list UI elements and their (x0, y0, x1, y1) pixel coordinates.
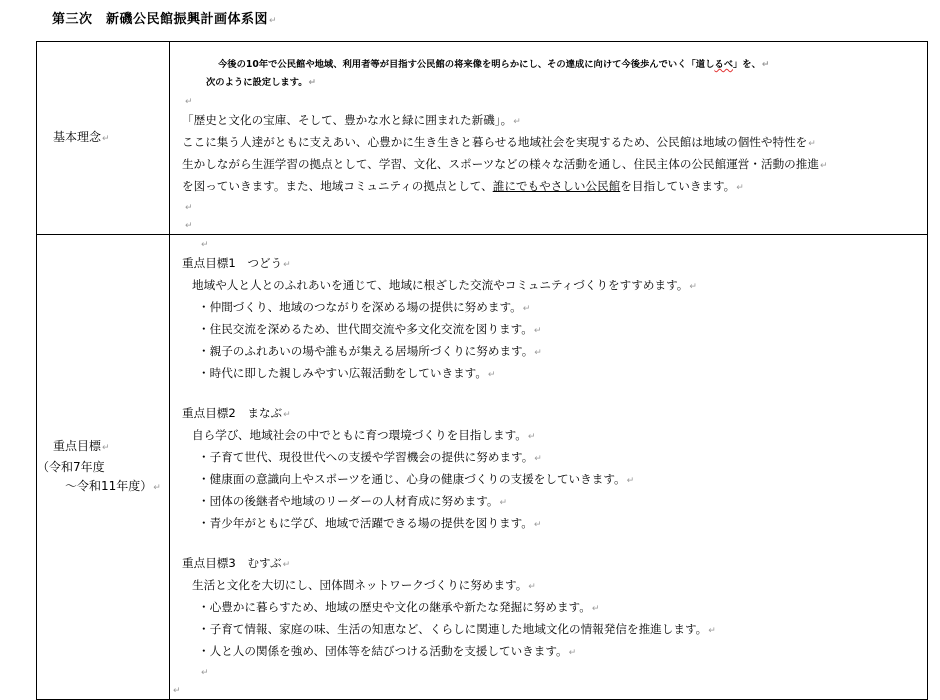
paragraph-mark-icon: ↵ (499, 498, 508, 508)
goals-content-cell (170, 235, 928, 700)
basic-intro-line2 (170, 74, 927, 92)
intro-text-squiggle: るべ (714, 59, 733, 70)
paragraph-mark-icon: ↵ (761, 60, 770, 70)
basic-body-line1 (170, 132, 927, 154)
body-text-1: ここに集う人達がともに支えあい、心豊かに生き生きと暮らせる地域社会を実現するため、公民館は地域の個性や特性を (182, 135, 808, 149)
goal-item-text: ・子育て世代、現役世代への支援や学習機会の提供に努めます。 (198, 450, 534, 464)
goal-block-1 (170, 253, 927, 385)
goal-description-text: 生活と文化を大切にし、団体間ネットワークづくりに努めます。 (192, 578, 528, 592)
goal-item-text: ・人と人の関係を強め、団体等を結びつける活動を支援していきます。 (198, 644, 568, 658)
goal-description-text: 地域や人と人とのふれあいを通じて、地域に根ざした交流やコミュニティづくりをすすめます。 (192, 278, 689, 292)
paragraph-mark-icon: ↵ (534, 454, 542, 464)
goal-item (170, 447, 927, 469)
goals-label-text1: 重点目標 (53, 438, 102, 453)
blank-line (170, 92, 927, 110)
paragraph-mark-icon: ↵ (513, 117, 521, 127)
goal-item-text: ・親子のふれあいの場や誰もが集える居場所づくりに努めます。 (198, 344, 534, 358)
goal-heading-text: 重点目標1 つどう (182, 256, 283, 270)
blank-line (170, 663, 927, 681)
blank-line (170, 235, 927, 253)
paragraph-mark-icon: ↵ (173, 686, 181, 696)
goal-item-text: ・時代に即した親しみやすい広報活動をしていきます。 (198, 366, 487, 380)
goal-item-text: ・青少年がともに学び、地域で活躍できる場の提供を図ります。 (198, 516, 533, 530)
goal-heading (170, 553, 927, 575)
goals-label-cell (37, 235, 170, 700)
paragraph-mark-icon: ↵ (185, 221, 193, 231)
goal-heading-text: 重点目標3 むすぶ (182, 556, 282, 570)
paragraph-mark-icon: ↵ (591, 604, 600, 614)
paragraph-mark-icon: ↵ (522, 304, 531, 314)
blank-line (170, 385, 927, 403)
goal-item (170, 319, 927, 341)
goals-label-text3: 〜令和11年度） (65, 478, 153, 493)
basic-label (37, 128, 169, 149)
intro-text-c: 次のように設定します。 (206, 77, 308, 88)
goal-item-text: ・住民交流を深めるため、世代間交流や多文化交流を図ります。 (198, 322, 533, 336)
intro-text-b: 」を、 (733, 59, 761, 70)
goal-item-text: ・団体の後継者や地域のリーダーの人材育成に努めます。 (198, 494, 499, 508)
document-title-text: 第三次 新磯公民館振興計画体系図 (52, 12, 269, 27)
goal-item-text: ・仲間づくり、地域のつながりを深める場の提供に努めます。 (198, 300, 522, 314)
paragraph-mark-icon: ↵ (736, 183, 744, 193)
blank-line (170, 681, 927, 699)
blank-line (170, 535, 927, 553)
paragraph-mark-icon: ↵ (689, 282, 697, 292)
goal-heading (170, 253, 927, 275)
goals-label-line3 (37, 477, 169, 498)
basic-label-cell (37, 42, 170, 235)
body-text-3b: を目指していきます。 (620, 179, 736, 193)
goal-item (170, 619, 927, 641)
goal-item (170, 513, 927, 535)
goal-description-text: 自ら学び、地域社会の中でともに育つ環境づくりを目指します。 (192, 428, 527, 442)
basic-intro-line1 (170, 42, 927, 74)
paragraph-mark-icon: ↵ (626, 476, 635, 486)
paragraph-mark-icon: ↵ (533, 326, 542, 336)
paragraph-mark-icon: ↵ (269, 16, 278, 26)
body-text-2: 生かしながら生涯学習の拠点として、学習、文化、スポーツなどの様々な活動を通し、住民主体の公民館運営・活動の推進 (182, 157, 819, 171)
goal-heading (170, 403, 927, 425)
paragraph-mark-icon: ↵ (283, 410, 291, 420)
goal-item (170, 341, 927, 363)
basic-content-cell (170, 42, 928, 235)
basic-body-line2 (170, 154, 927, 176)
goal-item (170, 363, 927, 385)
goal-description (170, 425, 927, 447)
paragraph-mark-icon: ↵ (533, 520, 542, 530)
goal-block-3 (170, 553, 927, 663)
paragraph-mark-icon: ↵ (282, 560, 291, 570)
paragraph-mark-icon: ↵ (528, 582, 536, 592)
goal-item-text: ・子育て情報、家庭の味、生活の知恵など、くらしに関連した地域文化の情報発信を推進します。 (198, 622, 708, 636)
document-title (52, 8, 277, 27)
paragraph-mark-icon: ↵ (487, 370, 496, 380)
goal-item (170, 597, 927, 619)
goal-block-2 (170, 403, 927, 535)
paragraph-mark-icon: ↵ (568, 648, 577, 658)
paragraph-mark-icon: ↵ (308, 78, 317, 88)
basic-slogan (170, 110, 927, 132)
goal-description (170, 575, 927, 597)
paragraph-mark-icon: ↵ (708, 626, 716, 636)
blank-line (170, 216, 927, 234)
blank-line (170, 198, 927, 216)
body-text-3-underlined: 誰にでもやさしい公民館 (492, 179, 621, 193)
basic-label-text: 基本理念 (53, 129, 102, 144)
paragraph-mark-icon: ↵ (808, 139, 816, 149)
goals-label-line2 (37, 458, 169, 477)
basic-row (37, 42, 928, 235)
goal-heading-text: 重点目標2 まなぶ (182, 406, 283, 420)
slogan-text: 「歴史と文化の宝庫、そして、豊かな水と緑に囲まれた新磯」。 (182, 113, 513, 127)
paragraph-mark-icon: ↵ (153, 482, 161, 493)
paragraph-mark-icon: ↵ (534, 348, 542, 358)
framework-table (36, 41, 928, 700)
paragraph-mark-icon: ↵ (201, 240, 209, 250)
goal-item (170, 469, 927, 491)
paragraph-mark-icon: ↵ (185, 97, 193, 107)
paragraph-mark-icon: ↵ (185, 203, 193, 213)
goal-item-text: ・心豊かに暮らすため、地域の歴史や文化の継承や新たな発掘に努めます。 (198, 600, 591, 614)
paragraph-mark-icon: ↵ (102, 133, 110, 144)
goals-label-line1 (37, 437, 169, 458)
paragraph-mark-icon: ↵ (819, 161, 828, 171)
goal-item (170, 641, 927, 663)
body-text-3a: を図っていきます。また、地域コミュニティの拠点として、 (182, 179, 493, 193)
paragraph-mark-icon: ↵ (527, 432, 536, 442)
paragraph-mark-icon: ↵ (283, 260, 291, 270)
paragraph-mark-icon: ↵ (102, 442, 110, 453)
goal-item-text: ・健康面の意識向上やスポーツを通じ、心身の健康づくりの支援をしていきます。 (198, 472, 626, 486)
goals-label-text2: （令和7年度 (37, 459, 105, 474)
goal-description (170, 275, 927, 297)
paragraph-mark-icon: ↵ (201, 668, 209, 678)
goal-item (170, 491, 927, 513)
goal-item (170, 297, 927, 319)
basic-body-line3 (170, 176, 927, 198)
goals-row (37, 235, 928, 700)
intro-text-a: 今後の10年で公民館や地域、利用者等が目指す公民館の将来像を明らかにし、その達成に向けて今後歩んでいく「道し (218, 59, 715, 70)
